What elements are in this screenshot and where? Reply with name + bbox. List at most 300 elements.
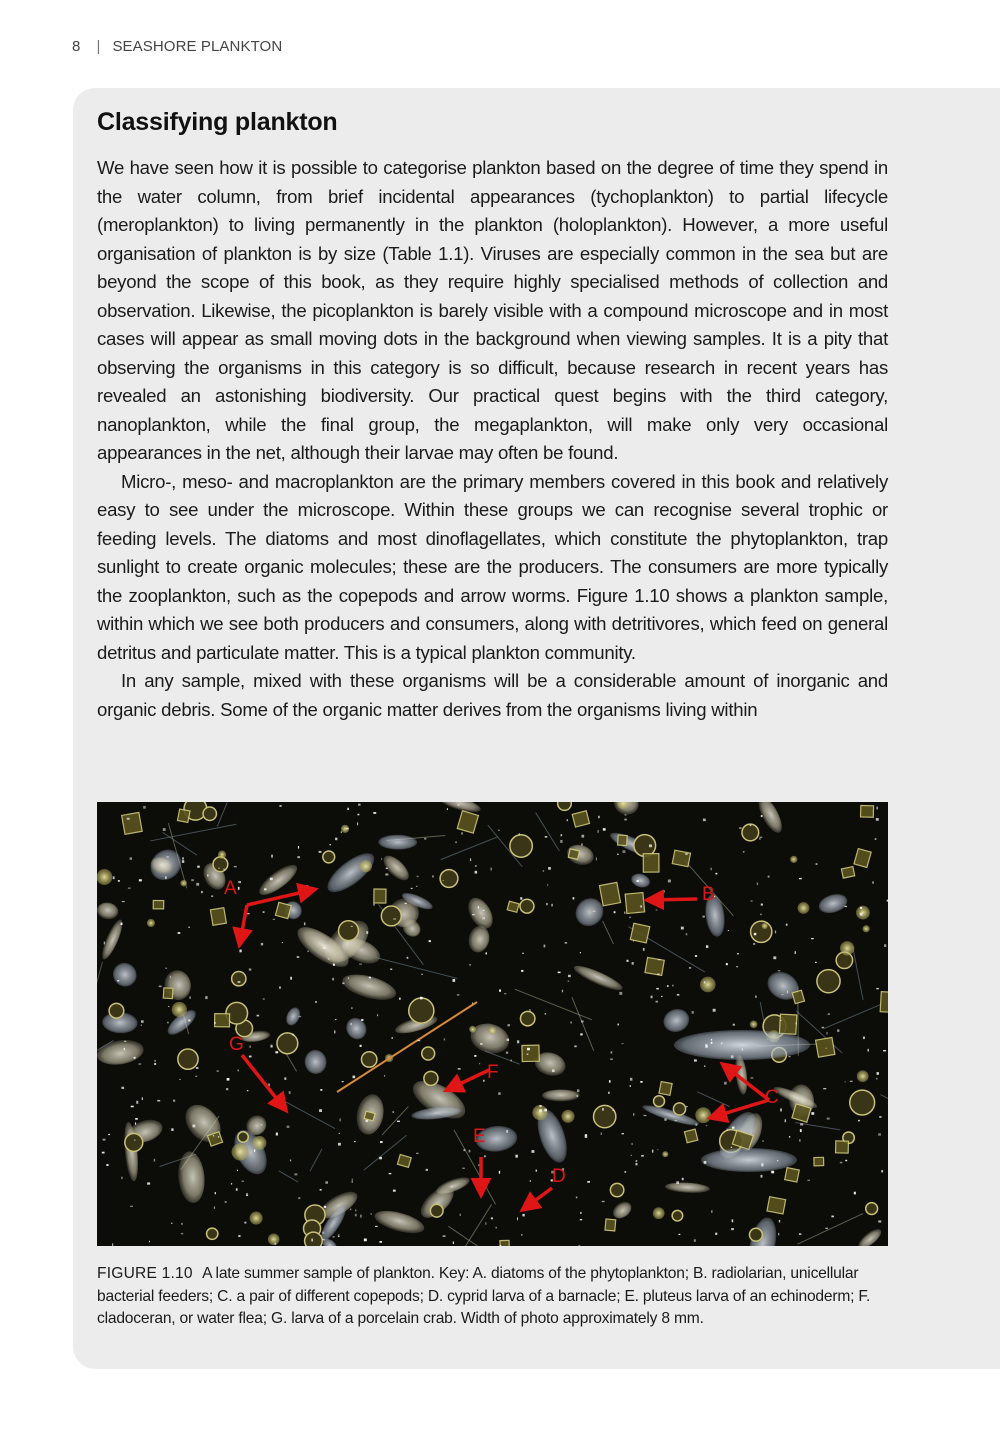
debris-speck	[644, 1115, 647, 1116]
debris-speck	[850, 1081, 853, 1082]
debris-speck	[141, 1025, 142, 1026]
debris-speck	[547, 884, 548, 885]
debris-speck	[711, 868, 712, 871]
debris-speck	[223, 869, 225, 870]
debris-speck	[840, 1162, 843, 1164]
debris-speck	[458, 1068, 461, 1069]
debris-speck	[469, 1150, 471, 1152]
debris-speck	[261, 1124, 263, 1125]
debris-speck	[360, 1045, 362, 1047]
debris-speck	[426, 1169, 428, 1171]
debris-speck	[453, 1242, 454, 1244]
debris-speck	[737, 953, 739, 954]
debris-speck	[106, 1164, 108, 1166]
diatom-box	[522, 1045, 539, 1061]
debris-speck	[352, 1181, 354, 1182]
debris-speck	[297, 856, 300, 858]
debris-speck	[444, 1038, 445, 1040]
running-head	[72, 38, 282, 55]
debris-speck	[831, 1216, 833, 1218]
debris-speck	[290, 1160, 291, 1162]
debris-speck	[658, 959, 661, 960]
debris-speck	[611, 1051, 613, 1053]
diatom-disc	[422, 1047, 435, 1060]
debris-speck	[739, 827, 741, 828]
debris-speck	[788, 1056, 790, 1057]
debris-speck	[577, 1089, 579, 1092]
debris-speck	[443, 880, 444, 881]
debris-speck	[507, 1024, 509, 1026]
debris-speck	[736, 966, 738, 967]
debris-speck	[338, 1143, 341, 1146]
debris-speck	[576, 1197, 577, 1199]
debris-speck	[121, 923, 123, 925]
debris-speck	[254, 1149, 255, 1152]
debris-speck	[143, 806, 146, 809]
algae-cluster	[840, 941, 854, 955]
debris-speck	[474, 1055, 476, 1057]
debris-speck	[598, 816, 599, 818]
debris-speck	[876, 1078, 877, 1080]
debris-speck	[103, 1139, 106, 1141]
debris-speck	[270, 878, 273, 881]
debris-speck	[593, 911, 596, 912]
debris-speck	[694, 1059, 697, 1061]
debris-speck	[573, 897, 575, 899]
debris-speck	[743, 851, 745, 852]
diatom-box	[814, 1157, 824, 1166]
debris-speck	[643, 948, 645, 951]
debris-speck	[141, 1020, 144, 1022]
debris-speck	[311, 1239, 312, 1242]
debris-speck	[479, 1063, 480, 1064]
debris-speck	[460, 1214, 461, 1216]
diatom-box	[500, 1240, 509, 1246]
debris-speck	[787, 991, 788, 994]
debris-speck	[858, 1120, 860, 1122]
debris-speck	[539, 1109, 542, 1112]
debris-speck	[320, 1189, 322, 1190]
debris-speck	[257, 1015, 260, 1017]
debris-speck	[617, 1024, 618, 1026]
debris-speck	[631, 1143, 632, 1144]
algae-cluster	[172, 1002, 187, 1017]
algae-cluster	[790, 856, 797, 863]
debris-speck	[786, 924, 788, 926]
debris-speck	[357, 814, 359, 816]
diatom-disc	[866, 1203, 878, 1215]
diatom-disc	[673, 1103, 685, 1115]
debris-speck	[135, 1122, 136, 1124]
debris-speck	[432, 875, 433, 877]
diatom-disc	[178, 1049, 198, 1069]
debris-speck	[759, 838, 760, 840]
debris-speck	[545, 1013, 546, 1015]
debris-speck	[483, 910, 485, 911]
debris-speck	[417, 876, 419, 877]
diatom-disc	[430, 1204, 443, 1217]
algae-cluster	[798, 902, 810, 914]
debris-speck	[603, 828, 606, 831]
debris-speck	[350, 1023, 351, 1025]
debris-speck	[845, 1160, 847, 1161]
debris-speck	[811, 938, 814, 939]
debris-speck	[485, 1222, 486, 1225]
debris-speck	[504, 993, 506, 994]
paragraph: In any sample, mixed with these organisms will be a considerable amount of inorganic and organic debris. Some of the organic matter derives from the organisms living within	[97, 670, 888, 720]
debris-speck	[845, 1081, 846, 1082]
debris-speck	[304, 922, 306, 925]
debris-speck	[777, 1160, 778, 1161]
debris-speck	[472, 914, 475, 915]
debris-speck	[625, 814, 627, 815]
debris-speck	[574, 1045, 576, 1047]
debris-speck	[171, 1223, 172, 1224]
debris-speck	[294, 1173, 297, 1175]
debris-speck	[290, 977, 292, 980]
debris-speck	[279, 805, 281, 806]
debris-speck	[877, 1072, 879, 1075]
debris-speck	[453, 979, 456, 982]
diatom-disc	[742, 824, 759, 841]
algae-cluster	[469, 1026, 476, 1033]
debris-speck	[340, 1118, 341, 1121]
debris-speck	[480, 1043, 482, 1045]
debris-speck	[657, 973, 660, 974]
diatom-disc	[424, 1071, 438, 1085]
debris-speck	[614, 911, 616, 913]
debris-speck	[130, 857, 132, 859]
debris-speck	[392, 1111, 394, 1113]
debris-speck	[218, 1136, 219, 1137]
debris-speck	[581, 835, 584, 838]
debris-speck	[773, 956, 776, 959]
debris-speck	[350, 1209, 351, 1211]
debris-speck	[276, 1133, 278, 1136]
debris-speck	[352, 1178, 353, 1181]
debris-speck	[800, 1123, 803, 1125]
debris-speck	[507, 1039, 510, 1041]
debris-speck	[213, 1135, 214, 1136]
debris-speck	[389, 1173, 392, 1174]
diatom-disc	[817, 970, 840, 993]
debris-speck	[560, 840, 562, 843]
debris-speck	[335, 1019, 337, 1020]
debris-speck	[706, 945, 708, 948]
algae-cluster	[863, 925, 870, 932]
plankton-photo	[97, 802, 888, 1246]
debris-speck	[567, 819, 568, 821]
debris-speck	[799, 1139, 800, 1142]
debris-speck	[322, 1232, 324, 1234]
debris-speck	[686, 1106, 688, 1107]
debris-speck	[750, 825, 752, 826]
debris-speck	[478, 906, 479, 908]
debris-speck	[754, 933, 756, 935]
debris-speck	[689, 967, 691, 968]
debris-speck	[685, 853, 688, 854]
debris-speck	[168, 1006, 169, 1007]
debris-speck	[238, 1070, 239, 1072]
debris-speck	[630, 1085, 631, 1087]
debris-speck	[751, 1077, 754, 1078]
debris-speck	[377, 1014, 378, 1016]
debris-speck	[668, 880, 671, 883]
debris-speck	[742, 1048, 743, 1050]
marker-label-b: B	[702, 884, 715, 905]
debris-speck	[385, 873, 388, 875]
debris-speck	[498, 830, 500, 831]
debris-speck	[529, 1009, 530, 1011]
debris-speck	[823, 1088, 826, 1089]
debris-speck	[429, 940, 431, 942]
debris-speck	[854, 1192, 856, 1195]
debris-speck	[171, 1128, 173, 1131]
debris-speck	[789, 1136, 790, 1138]
debris-speck	[154, 1159, 155, 1162]
debris-speck	[750, 900, 752, 901]
debris-speck	[416, 886, 417, 887]
diatom-box	[684, 1129, 697, 1143]
algae-cluster	[147, 919, 155, 927]
debris-speck	[373, 903, 375, 905]
diatom-box	[572, 811, 589, 827]
diatom-disc	[440, 870, 458, 888]
debris-speck	[578, 1245, 580, 1246]
diatom-box	[605, 1219, 616, 1231]
debris-speck	[552, 1069, 555, 1072]
debris-speck	[239, 950, 241, 953]
debris-speck	[341, 831, 342, 833]
debris-speck	[778, 970, 781, 971]
debris-speck	[182, 860, 184, 863]
debris-speck	[201, 891, 203, 893]
debris-speck	[597, 830, 598, 833]
diatom-box	[364, 1111, 375, 1121]
diatom-box	[841, 867, 854, 879]
debris-speck	[191, 879, 194, 881]
debris-speck	[731, 1228, 734, 1230]
debris-speck	[397, 1121, 400, 1122]
debris-speck	[122, 901, 125, 902]
debris-speck	[878, 1220, 881, 1222]
debris-speck	[190, 996, 191, 998]
debris-speck	[457, 994, 460, 996]
debris-speck	[282, 942, 283, 943]
diatom-disc	[277, 1033, 298, 1054]
plankton-photo-canvas	[97, 802, 888, 1246]
debris-speck	[721, 1042, 722, 1044]
debris-speck	[667, 985, 669, 987]
debris-speck	[633, 940, 634, 941]
debris-speck	[601, 1132, 602, 1134]
debris-speck	[236, 1188, 238, 1190]
debris-speck	[878, 1133, 881, 1135]
debris-speck	[675, 1120, 677, 1121]
algae-cluster	[856, 906, 870, 920]
debris-speck	[543, 870, 544, 871]
debris-speck	[354, 1141, 356, 1142]
debris-speck	[249, 968, 251, 970]
debris-speck	[519, 833, 520, 835]
debris-speck	[651, 996, 653, 999]
debris-speck	[192, 1125, 195, 1128]
debris-speck	[271, 1045, 273, 1048]
debris-speck	[867, 1049, 869, 1052]
diatom-disc	[339, 921, 359, 941]
debris-speck	[371, 1213, 372, 1214]
debris-speck	[104, 942, 105, 945]
algae-cluster	[489, 1027, 497, 1035]
debris-speck	[379, 1241, 382, 1243]
section-heading: Classifying plankton	[97, 108, 338, 136]
diatom-disc	[361, 1052, 376, 1067]
algae-cluster	[857, 1070, 869, 1082]
copepod-large	[674, 1030, 810, 1060]
debris-speck	[238, 981, 241, 983]
debris-speck	[375, 1226, 378, 1227]
debris-speck	[113, 876, 115, 879]
debris-speck	[348, 978, 349, 979]
diatom-disc	[520, 899, 534, 913]
debris-speck	[121, 1087, 124, 1089]
debris-speck	[420, 997, 423, 1000]
debris-speck	[226, 1088, 228, 1090]
debris-speck	[656, 1001, 658, 1003]
debris-speck	[238, 887, 240, 890]
debris-speck	[633, 1113, 634, 1116]
debris-speck	[544, 1109, 547, 1112]
debris-speck	[763, 1140, 764, 1141]
debris-speck	[887, 900, 888, 902]
debris-speck	[405, 903, 407, 904]
debris-speck	[657, 1149, 658, 1150]
debris-speck	[330, 844, 331, 845]
debris-speck	[844, 906, 847, 907]
debris-speck	[483, 1080, 484, 1082]
debris-speck	[131, 1106, 134, 1108]
debris-speck	[218, 868, 220, 869]
debris-speck	[520, 897, 522, 899]
diatom-disc	[207, 1228, 218, 1239]
debris-speck	[635, 1163, 637, 1165]
debris-speck	[167, 1022, 169, 1024]
algae-cluster	[532, 1105, 547, 1120]
debris-speck	[246, 1194, 248, 1196]
debris-speck	[530, 1180, 531, 1181]
algae-cluster	[695, 1107, 711, 1123]
debris-speck	[580, 1212, 581, 1214]
debris-speck	[411, 888, 413, 889]
diatom-box	[630, 923, 649, 943]
debris-speck	[624, 1171, 626, 1172]
debris-speck	[827, 1032, 828, 1035]
debris-speck	[656, 909, 658, 910]
debris-speck	[247, 1090, 249, 1091]
diatom-box	[177, 809, 190, 822]
debris-speck	[705, 1045, 707, 1047]
debris-speck	[580, 1219, 582, 1220]
figure-caption-text: A late summer sample of plankton. Key: A. diatoms of the phytoplankton; B. radiolarian, unicellular bacterial feeders; C. a pair of different copepods; D. cyprid larva of a barnacle; E. pluteus larva of an echinoderm; F. cladoceran, or water flea; G. larva of a porcelain crab. Width of photo approximately 8 mm.	[97, 1265, 871, 1328]
debris-speck	[332, 978, 334, 981]
debris-speck	[242, 1181, 244, 1182]
debris-speck	[562, 990, 563, 993]
debris-speck	[307, 951, 308, 952]
debris-speck	[443, 1236, 446, 1237]
debris-speck	[154, 1063, 156, 1065]
debris-speck	[568, 975, 571, 977]
debris-speck	[215, 1192, 216, 1194]
debris-speck	[275, 1051, 278, 1053]
debris-speck	[179, 1079, 180, 1080]
debris-speck	[351, 1007, 352, 1009]
debris-speck	[546, 903, 548, 905]
debris-speck	[577, 1095, 578, 1097]
debris-speck	[677, 994, 680, 995]
debris-speck	[558, 972, 561, 974]
debris-speck	[306, 885, 308, 886]
marker-label-g: G	[229, 1034, 244, 1055]
debris-speck	[498, 1092, 500, 1094]
diatom-box	[568, 849, 579, 859]
debris-speck	[775, 931, 776, 934]
diatom-disc	[238, 1132, 248, 1142]
debris-speck	[826, 1048, 827, 1049]
debris-speck	[702, 916, 704, 918]
debris-speck	[207, 875, 208, 877]
debris-speck	[585, 1136, 588, 1138]
diatom-disc	[749, 1228, 762, 1241]
debris-speck	[298, 1197, 300, 1199]
debris-speck	[561, 834, 563, 836]
debris-speck	[263, 911, 265, 913]
debris-speck	[811, 1112, 814, 1115]
debris-speck	[124, 1048, 125, 1050]
debris-speck	[360, 1215, 362, 1218]
debris-speck	[732, 1219, 734, 1222]
debris-speck	[214, 1022, 216, 1023]
paragraph: We have seen how it is possible to categorise plankton based on the degree of time they spend in the water column, from brief incidental appearances (tychoplankton) to partial lifecycle (meroplankton) to living permanently in the plankton (holoplankton). However, a more useful organisation of plankton is by size (Table 1.1). Viruses are especially common in the sea but are beyond the scope of this book, as they require highly specialised methods of collection and observation. Likewise, the picoplankton is barely visible with a compound microscope and in most cases will appear as small moving dots in the background when viewing samples. It is a pity that observing the organisms in this category is so difficult, because research in recent years has revealed an astonishing biodiversity. Our practical quest begins with the third category, nanoplankton, while the final group, the megaplankton, will make only very occasional appearances in the net, although their larvae may often be found.	[97, 157, 888, 463]
debris-speck	[273, 919, 275, 920]
debris-speck	[128, 888, 131, 889]
debris-speck	[482, 917, 485, 919]
debris-speck	[159, 986, 162, 988]
diatom-box	[836, 1141, 849, 1153]
debris-speck	[264, 888, 267, 890]
debris-speck	[506, 1052, 508, 1054]
debris-speck	[704, 1161, 707, 1164]
debris-speck	[417, 1040, 420, 1041]
debris-speck	[695, 1123, 697, 1125]
debris-speck	[381, 858, 382, 859]
diatom-box	[645, 957, 664, 975]
debris-speck	[612, 1110, 614, 1111]
arrow-b	[650, 899, 697, 900]
diatom-box	[275, 902, 291, 918]
diatom-disc	[232, 972, 246, 986]
debris-speck	[147, 1182, 150, 1184]
debris-speck	[881, 1170, 883, 1172]
debris-speck	[640, 1081, 642, 1083]
debris-speck	[250, 1045, 251, 1047]
debris-speck	[755, 996, 756, 998]
algae-cluster	[653, 1207, 665, 1219]
debris-speck	[484, 1155, 486, 1157]
debris-speck	[622, 850, 625, 853]
debris-speck	[602, 1108, 604, 1111]
debris-speck	[355, 1209, 356, 1211]
diatom-box	[659, 1082, 672, 1096]
